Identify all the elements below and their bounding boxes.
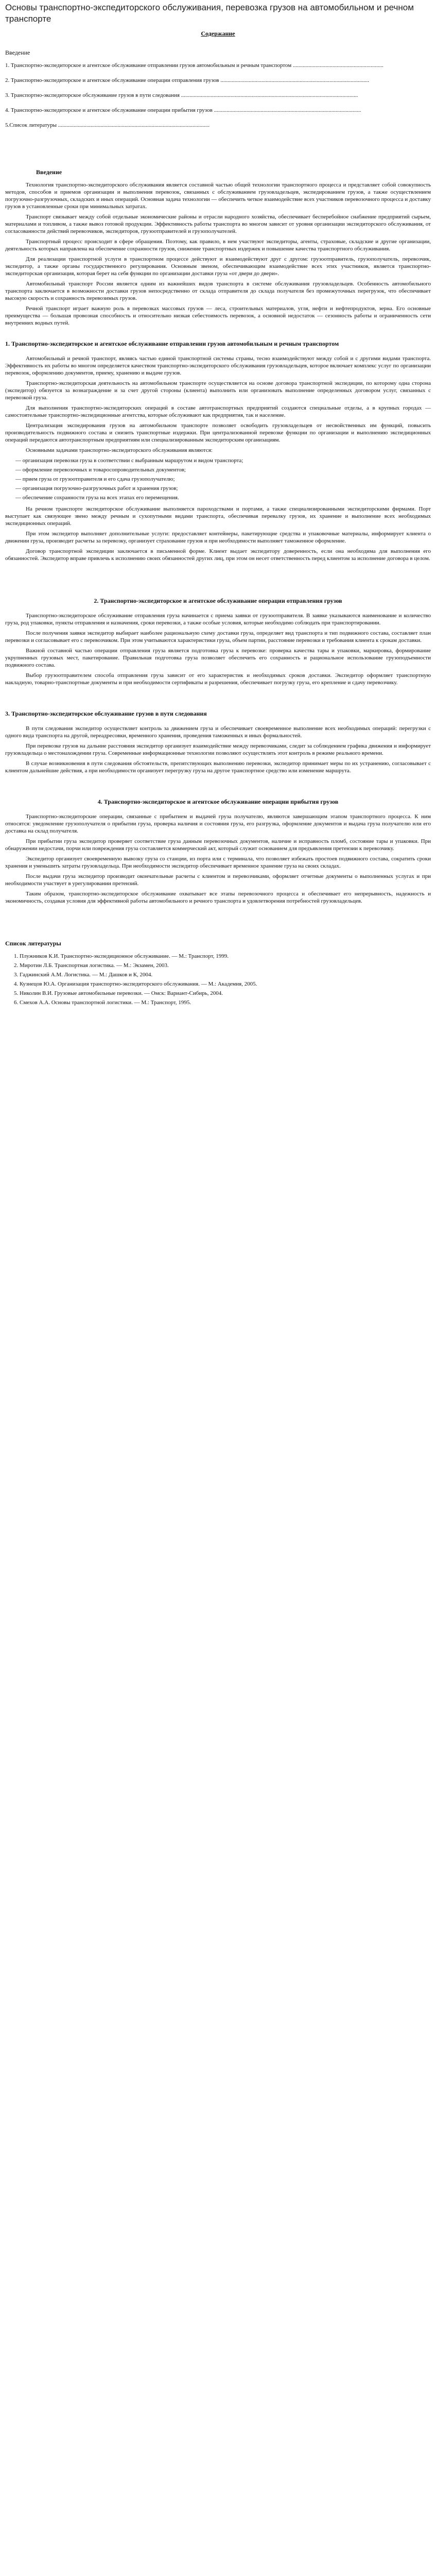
list-item: — организация перевозки груза в соответствии с выбранным маршрутом и видом транспорта; bbox=[15, 457, 243, 464]
spacer bbox=[5, 137, 431, 168]
paragraph: Выбор грузоотправителем способа отправления груза зависит от его характеристик и необходимых сроков доставки. Экспедитор оформляет транспортную накладную, товарно-транспортные документы и при необходимости сертификаты и разрешения, обеспечивает погрузку груза, его крепление и сдачу перевозчику. bbox=[5, 672, 431, 686]
section-3 bbox=[5, 710, 431, 774]
toc-heading: Содержание bbox=[201, 30, 235, 37]
literature-item: 2. Миротин Л.Б. Транспортная логистика. — М.: Экзамен, 2003. bbox=[20, 962, 431, 970]
spacer bbox=[5, 908, 431, 940]
paragraph: Для реализации транспортной услуги в транспортном процессе действуют и взаимодействуют друг с другом: грузоотправитель, грузополучатель, перевозчик, экспедитор, а также органы государственного регулирования. Основным звеном, обеспечивающим взаимодействие всех этих участников, является транспортно-экспедиторская организация, которая берет на себя функции по организации доставки груза «от двери до двери». bbox=[5, 256, 431, 277]
paragraph: После получения заявки экспедитор выбирает наиболее рациональную схему доставки груза, определяет вид транспорта и тип подвижного состава, составляет план перевозки и согласовывает его с перевозчиком. При этом учитываются характеристики груза, объем партии, расстояние перевозки и требования клиента к срокам доставки. bbox=[5, 630, 431, 643]
paragraph: При прибытии груза экспедитор проверяет соответствие груза данным перевозочных документов, наличие и исправность пломб, состояние тары и упаковки. При обнаружении недостачи, порчи или повреждения груза составляется коммерческий акт, который служит основанием для предъявления претензии к перевозчику. bbox=[5, 838, 431, 852]
spacer bbox=[5, 330, 431, 340]
paragraph: При этом экспедитор выполняет дополнительные услуги: предоставляет контейнеры, пакетирующие средства и упаковочные материалы, информирует клиента о движении груза, производит расчеты за перевозку, организует страхование грузов и при необходимости выполняет таможенное оформление. bbox=[5, 531, 431, 544]
document-page bbox=[0, 2, 436, 1029]
paragraph: В пути следования экспедитор осуществляет контроль за движением груза и обеспечивает своевременное выполнение всех необходимых операций: перегрузки с одного вида транспорта на другой, переадресовки, временного хранения, проведения таможенных и иных формальностей. bbox=[5, 725, 431, 739]
literature-section bbox=[5, 940, 431, 1007]
paragraph: Речной транспорт играет важную роль в перевозках массовых грузов — леса, строительных материалов, угля, нефти и нефтепродуктов, зерна. Его основные преимущества — большая провозная способность и относительно низкая себестоимость перевозок, а основной недостаток — сезонность работы и ограниченность сети внутренних водных путей. bbox=[5, 306, 431, 326]
spacer bbox=[5, 689, 431, 710]
literature-list bbox=[5, 953, 431, 1007]
list-item: — прием груза от грузоотправителя и его сдача грузополучателю; bbox=[15, 476, 175, 482]
paragraph: Автомобильный транспорт России является одним из важнейших видов транспорта в системе обслуживания грузовладельцев. Особенность автомобильного транспорта заключается в возможности доставки грузов непосредственно от склада отправителя до склада получателя без промежуточных перегрузок, что обеспечивает высокую скорость и сохранность перевозимых грузов. bbox=[5, 281, 431, 301]
paragraph: Транспортно-экспедиторское обслуживание отправления груза начинается с приема заявки от грузоотправителя. В заявке указываются наименование и количество груза, род упаковки, пункты отправления и назначения, сроки перевозки, а также особые условия, которые необходимо соблюдать при транспортировании. bbox=[5, 613, 431, 626]
list-item: — оформление перевозочных и товаросопроводительных документов; bbox=[15, 467, 186, 473]
intro-heading: Введение bbox=[36, 168, 62, 176]
toc-item: 2. Транспортно-экспедиторское и агентское обслуживание операции отправления грузов ......................................................................................................... bbox=[5, 77, 369, 83]
paragraph: Для выполнения транспортно-экспедиторских операций в составе автотранспортных предприятий создаются специальные отделы, а в крупных городах — самостоятельные транспортно-экспедиционные агентства, которые обслуживают как предприятия, так и население. bbox=[5, 405, 431, 418]
section-heading: 4. Транспортно-экспедиторское и агентское обслуживание операции прибытия грузов bbox=[97, 798, 339, 805]
paragraph: Автомобильный и речной транспорт, являясь частью единой транспортной системы страны, тесно взаимодействуют между собой и с другими видами транспорта. Эффективность их работы во многом определяется качеством транспортно-экспедиторского обслуживания грузовладельцев, которое включает комплекс услуг по организации перевозок, оформлению документов, приему, хранению и выдаче грузов. bbox=[5, 355, 431, 376]
section-1 bbox=[5, 340, 431, 562]
paragraph: Договор транспортной экспедиции заключается в письменной форме. Клиент выдает экспедитору доверенность, если она необходима для выполнения его обязанностей. Экспедитор вправе привлечь к исполнению своих обязанностей других лиц, при этом он несет ответственность перед клиентом за исполнение договора в целом. bbox=[5, 548, 431, 562]
paragraph: Основными задачами транспортно-экспедиторского обслуживания являются: bbox=[26, 447, 213, 453]
paragraph: Транспортный процесс происходит в сфере обращения. Поэтому, как правило, в нем участвуют экспедиторы, агенты, страховые, складские и другие организации, деятельность которых направлена на обеспечение сохранности грузов, снижение транспортных издержек и повышение качества транспортного обслуживания. bbox=[5, 239, 431, 252]
section-heading: 2. Транспортно-экспедиторское и агентское обслуживание операции отправления грузов bbox=[94, 597, 342, 604]
paragraph: В случае возникновения в пути следования обстоятельств, препятствующих выполнению перевозки, экспедитор принимает меры по их устранению, согласовывает с клиентом дальнейшие действия, а при необходимости организует перегрузку груза на другое транспортное средство или изменение маршрута. bbox=[5, 760, 431, 774]
list-item: — организация погрузочно-разгрузочных работ и хранения грузов; bbox=[15, 485, 178, 492]
literature-item: 1. Плужников К.И. Транспортно-экспедиционное обслуживание. — М.: Транспорт, 1999. bbox=[20, 953, 431, 960]
paragraph: На речном транспорте экспедиторское обслуживание выполняется пароходствами и портами, а также специализированными экспедиторскими фирмами. Порт выступает как связующее звено между речным и сухопутными видами транспорта, обеспечивая перевалку грузов, их хранение и выполнение всех необходимых экспедиционных операций. bbox=[5, 506, 431, 527]
spacer bbox=[5, 565, 431, 597]
section-heading: 3. Транспортно-экспедиторское обслуживание грузов в пути следования bbox=[5, 710, 207, 717]
toc-item: 1. Транспортно-экспедиторское и агентское обслуживание отправлении грузов автомобильным и речным транспортом ................................................................ bbox=[5, 62, 383, 69]
paragraph: Транспорт связывает между собой отдельные экономические районы и отрасли народного хозяйства, обеспечивает бесперебойное снабжение предприятий сырьем, материалами и топливом, а также вывоз готовой продукции. Эффективность работы транспорта во многом зависит от уровня организации экспедиторского обслуживания, от согласованности действий перевозчиков, экспедиторов, грузоотправителей и грузополучателей. bbox=[5, 214, 431, 234]
paragraph: Транспортно-экспедиторская деятельность на автомобильном транспорте осуществляется на основе договора транспортной экспедиции, по которому одна сторона (экспедитор) обязуется за вознаграждение и за счет другой стороны (клиента) выполнить или организовать выполнение определенных договором услуг, связанных с перевозкой груза. bbox=[5, 380, 431, 401]
toc-item: 5.Список литературы ........................................................................................................... bbox=[5, 122, 210, 128]
paragraph: Технология транспортно-экспедиторского обслуживания является составной частью общей технологии транспортного процесса и представляет собой совокупность методов, способов и приемов организации и выполнения перевозок, связанных с обслуживанием грузовладельцев, экспедированием грузов, а также осуществлением погрузочно-разгрузочных, складских и иных операций. Основная задача технологии — обеспечить четкое взаимодействие всех участников перевозочного процесса и доставку грузов в установленные сроки при минимальных затратах. bbox=[5, 182, 431, 210]
toc-item: 3. Транспортно-экспедиторское обслуживание грузов в пути следования ............................................................................................................................. bbox=[5, 92, 358, 98]
paragraph: Экспедитор организует своевременную вывозку груза со станции, из порта или с терминала, что позволяет избежать простоев подвижного состава, сократить сроки хранения и уменьшить затраты грузовладельца. При необходимости экспедитор обеспечивает временное хранение груза на своих складах. bbox=[5, 856, 431, 869]
paragraph: Транспортно-экспедиторские операции, связанные с прибытием и выдачей груза получателю, являются завершающим этапом транспортного процесса. К ним относятся: уведомление грузополучателя о прибытии груза, проверка наличия и состояния груза, его разгрузка, оформление документов и выдача груза получателю или его доставка на склад получателя. bbox=[5, 814, 431, 834]
paragraph: Важной составной частью операции отправления груза является подготовка груза к перевозке: проверка качества тары и упаковки, маркировка, формирование укрупненных грузовых мест, пакетирование. Правильная подготовка груза позволяет обеспечить его сохранность и рациональное использование грузоподъемности подвижного состава. bbox=[5, 648, 431, 668]
document-title: Основы транспортно-экспедиторского обслуживания, перевозка грузов на автомобильном и речном транспорте bbox=[5, 3, 414, 24]
literature-item: 4. Кузнецов Ю.А. Организация транспортно-экспедиторского обслуживания. — М.: Академия, 2005. bbox=[20, 980, 431, 988]
literature-item: 6. Смехов А.А. Основы транспортной логистики. — М.: Транспорт, 1995. bbox=[20, 999, 431, 1007]
paragraph: Централизация экспедирования грузов на автомобильном транспорте позволяет освободить грузовладельцев от несвойственных им функций, повысить производительность подвижного состава и снизить транспортные издержки. При централизованной перевозке функции по организации и выполнению экспедиционных операций передаются автотранспортным предприятиям или специализированным экспедиторским организациям. bbox=[5, 422, 431, 443]
list-item: — обеспечение сохранности груза на всех этапах его перемещения. bbox=[15, 495, 179, 501]
literature-heading: Список литературы bbox=[5, 940, 61, 947]
literature-item: 5. Николин В.И. Грузовые автомобильные перевозки. — Омск: Вариант-Сибирь, 2004. bbox=[20, 990, 431, 997]
paragraph: После выдачи груза экспедитор производит окончательные расчеты с клиентом и перевозчиками, оформляет отчетные документы о выполненных услугах и при необходимости участвует в урегулировании претензий. bbox=[5, 873, 431, 887]
toc-item: 4. Транспортно-экспедиторское и агентское обслуживание операции прибытия грузов ........................................................................................................ bbox=[5, 107, 361, 113]
literature-item: 3. Гаджинский А.М. Логистика. — М.: Дашков и К, 2004. bbox=[20, 971, 431, 979]
section-2 bbox=[5, 597, 431, 686]
paragraph: При перевозке грузов на дальние расстояния экспедитор организует взаимодействие между перевозчиками, следит за соблюдением графика движения и информирует грузовладельца о местонахождении груза. Современные информационные технологии позволяют осуществлять этот контроль в режиме реального времени. bbox=[5, 743, 431, 756]
toc-intro-label: Введение bbox=[5, 49, 30, 56]
intro-section bbox=[5, 168, 431, 327]
task-list bbox=[5, 457, 431, 501]
section-heading: 1. Транспортно-экспедиторское и агентское обслуживание отправлении грузов автомобильным и речным транспортом bbox=[5, 340, 339, 347]
paragraph: Таким образом, транспортно-экспедиторское обслуживание охватывает все этапы перевозочного процесса и обеспечивает его непрерывность, надежность и экономичность, создавая условия для эффективной работы автомобильного и речного транспорта и удовлетворения потребностей грузовладельцев. bbox=[5, 891, 431, 904]
spacer bbox=[5, 777, 431, 798]
table-of-contents bbox=[5, 30, 431, 129]
section-4 bbox=[5, 798, 431, 905]
